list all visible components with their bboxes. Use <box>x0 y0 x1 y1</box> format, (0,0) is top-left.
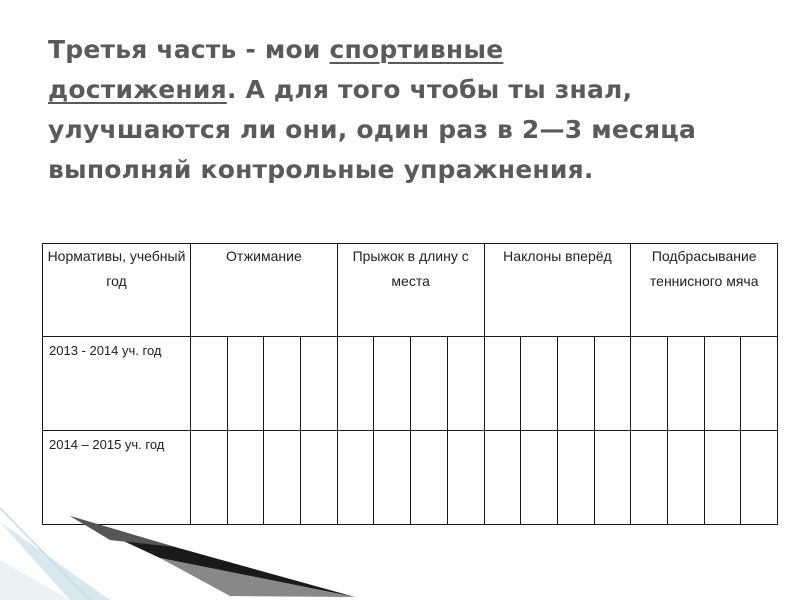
header-forward-bend: Наклоны вперёд <box>484 244 631 337</box>
header-row <box>43 244 778 337</box>
result-cell <box>411 337 448 431</box>
result-cell <box>741 337 778 431</box>
header-long-jump: Прыжок в длину с места <box>337 244 484 337</box>
result-cell <box>191 337 228 431</box>
title-underlined-sport: спортивные <box>329 35 504 64</box>
result-cell <box>374 337 411 431</box>
result-cell <box>447 337 484 431</box>
title-underlined-achievements: достижения <box>48 75 227 104</box>
norms-table <box>42 243 778 525</box>
result-cell <box>557 337 594 431</box>
table-row <box>43 337 778 431</box>
result-cell <box>594 337 631 431</box>
result-cell <box>741 431 778 525</box>
result-cell <box>484 337 521 431</box>
result-cell <box>631 337 668 431</box>
decorative-swoosh <box>0 500 360 600</box>
result-cell <box>337 337 374 431</box>
result-cell <box>704 337 741 431</box>
result-cell <box>521 431 558 525</box>
title-text-rest: . А для того чтобы ты знал, улучшаются ли они, один раз в 2—3 месяца выполняй контрольные упражнения. <box>48 75 697 184</box>
result-cell <box>668 337 705 431</box>
header-ball-toss: Подбрасывание теннисного мяча <box>631 244 778 337</box>
result-cell <box>594 431 631 525</box>
result-cell <box>631 431 668 525</box>
header-pushups: Отжимание <box>191 244 338 337</box>
result-cell <box>227 337 264 431</box>
slide-title <box>48 30 748 190</box>
result-cell <box>374 431 411 525</box>
result-cell <box>521 337 558 431</box>
year-cell: 2013 - 2014 уч. год <box>43 337 191 431</box>
year-cell: 2014 – 2015 уч. год <box>43 431 191 525</box>
result-cell <box>557 431 594 525</box>
result-cell <box>411 431 448 525</box>
result-cell <box>301 337 338 431</box>
result-cell <box>484 431 521 525</box>
result-cell <box>447 431 484 525</box>
header-norms: Нормативы, учебный год <box>43 244 191 337</box>
title-text: Третья часть - мои <box>48 35 330 64</box>
result-cell <box>264 337 301 431</box>
result-cell <box>704 431 741 525</box>
result-cell <box>668 431 705 525</box>
